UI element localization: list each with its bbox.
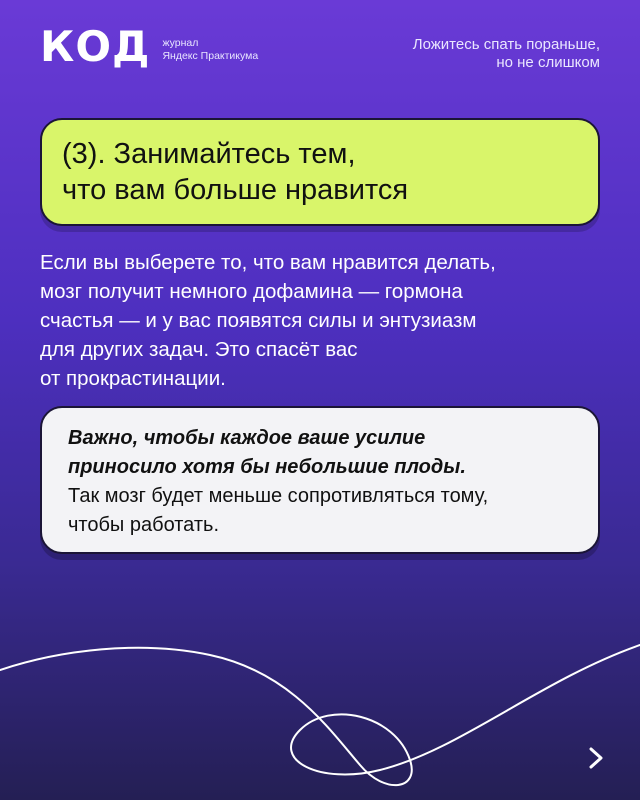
note-card (40, 406, 600, 554)
logo-sub-line-1: журнал (162, 37, 199, 49)
body-line: мозг получит немного дофамина — гормона (40, 280, 463, 303)
note-bold-line-1: Важно, чтобы каждое ваше усилие (68, 427, 426, 449)
note-bold-line-2: приносило хотя бы небольшие плоды. (68, 456, 466, 478)
note-plain-line-1: Так мозг будет меньше сопротивляться тому, (68, 485, 489, 507)
title-line-1: (3). Занимайтесь тем, (62, 138, 356, 170)
body-line: для других задач. Это спасёт вас (40, 338, 358, 361)
body-line: счастья — и у вас появятся силы и энтузиазм (40, 309, 477, 332)
note-plain-line-2: чтобы работать. (68, 514, 220, 536)
tagline-line-1: Ложитесь спать пораньше, (412, 36, 600, 53)
tagline-line-2: но не слишком (496, 54, 600, 71)
header (0, 0, 640, 100)
logo-mark: КОД (40, 22, 151, 71)
body-paragraph (40, 248, 600, 393)
series-tagline (413, 36, 600, 72)
logo (40, 22, 259, 71)
logo-sub-line-2: Яндекс Практикума (162, 50, 259, 62)
chevron-right-icon[interactable] (584, 746, 608, 770)
body-line: от прокрастинации. (40, 367, 226, 390)
body-line: Если вы выберете то, что вам нравится делать, (40, 251, 496, 274)
logo-subtitle (162, 37, 258, 63)
title-card (40, 118, 600, 226)
title-line-2: что вам больше нравится (62, 174, 409, 206)
decorative-swirl (0, 600, 640, 800)
